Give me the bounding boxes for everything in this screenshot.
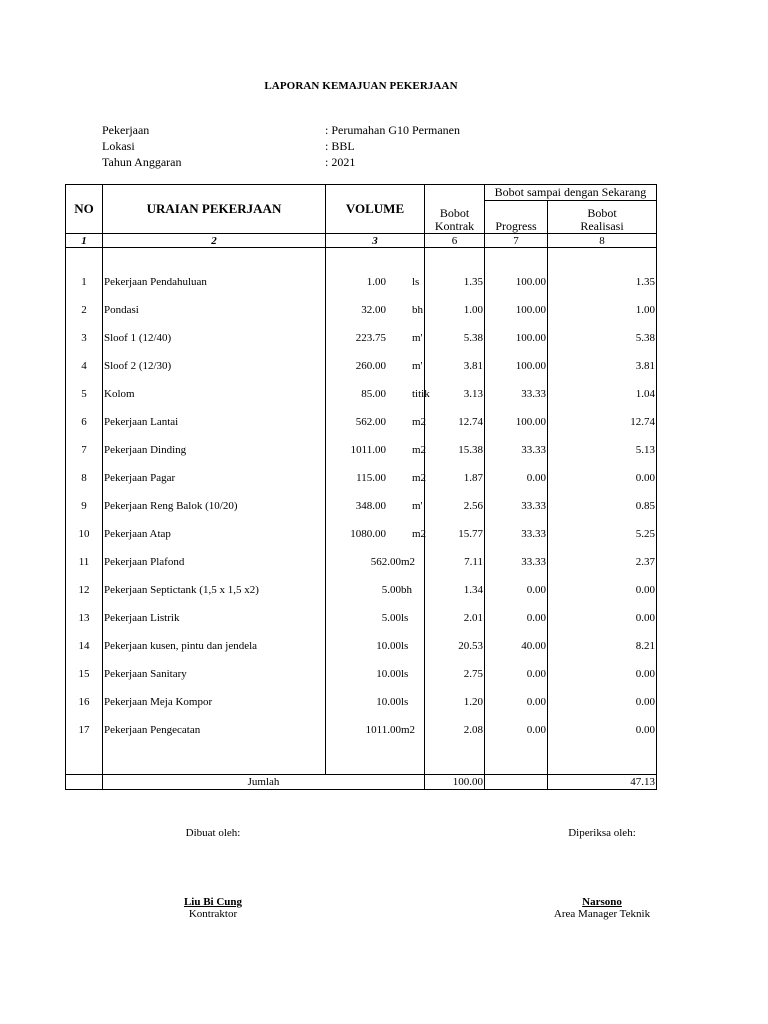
row-progress: 33.33	[485, 548, 548, 576]
header-row-1	[66, 185, 657, 201]
info-value: : Perumahan G10 Permanen	[325, 123, 460, 137]
row-uraian: Pekerjaan Pendahuluan	[103, 268, 326, 296]
row-no: 16	[66, 688, 103, 716]
table-body	[66, 268, 657, 744]
row-volume-unit: m2	[412, 528, 427, 540]
column-number-row	[66, 234, 657, 248]
row-volume-unit: m2	[412, 472, 427, 484]
row-progress: 33.33	[485, 380, 548, 408]
row-no: 1	[66, 268, 103, 296]
info-row-pekerjaan	[102, 123, 552, 139]
row-volume	[326, 380, 430, 408]
row-volume-value: 1011.00	[365, 724, 401, 736]
row-volume	[326, 408, 425, 436]
report-title: LAPORAN KEMAJUAN PEKERJAAN	[264, 80, 458, 92]
row-volume	[326, 660, 425, 688]
row-volume-value: 5.00	[381, 584, 401, 596]
row-bobot-realisasi: 0.00	[548, 604, 657, 632]
row-no: 2	[66, 296, 103, 324]
table-row	[66, 352, 657, 380]
row-no: 9	[66, 492, 103, 520]
col-number: 1	[66, 234, 103, 248]
row-uraian: Pekerjaan Sanitary	[103, 660, 326, 688]
header-volume: VOLUME	[326, 185, 425, 234]
row-no: 8	[66, 464, 103, 492]
row-bobot-kontrak: 2.01	[425, 604, 485, 632]
row-uraian: Pekerjaan Listrik	[103, 604, 326, 632]
row-volume	[326, 604, 425, 632]
row-volume-unit: ls	[401, 640, 409, 652]
row-bobot-kontrak: 7.11	[425, 548, 485, 576]
row-volume-value: 562.00	[355, 416, 386, 428]
project-info	[102, 123, 552, 171]
row-volume	[326, 492, 425, 520]
row-volume	[326, 464, 425, 492]
col-number: 3	[326, 234, 425, 248]
row-volume-value: 223.75	[355, 332, 386, 344]
row-bobot-realisasi: 0.00	[548, 660, 657, 688]
row-uraian: Pekerjaan Meja Kompor	[103, 688, 326, 716]
header-progress: Progress	[485, 201, 548, 234]
row-no: 4	[66, 352, 103, 380]
row-volume	[326, 352, 425, 380]
row-bobot-kontrak: 1.00	[425, 296, 485, 324]
row-progress: 0.00	[485, 660, 548, 688]
header-bobot-kontrak-line1: Bobot	[439, 206, 470, 220]
info-value: : BBL	[325, 139, 355, 153]
row-progress: 100.00	[485, 352, 548, 380]
row-uraian: Kolom	[103, 380, 326, 408]
row-volume-unit: m'	[412, 360, 423, 372]
table-row	[66, 688, 657, 716]
row-uraian: Pekerjaan Atap	[103, 520, 326, 548]
info-row-tahun	[102, 155, 552, 171]
header-bobot-kontrak	[425, 185, 485, 234]
row-progress: 33.33	[485, 436, 548, 464]
row-no: 7	[66, 436, 103, 464]
table-row	[66, 268, 657, 296]
row-volume-value: 10.00	[376, 696, 401, 708]
row-uraian: Pekerjaan Septictank (1,5 x 1,5 x2)	[103, 576, 326, 604]
row-progress: 100.00	[485, 268, 548, 296]
row-no: 3	[66, 324, 103, 352]
signature-role: Area Manager Teknik	[553, 908, 651, 920]
table-row	[66, 324, 657, 352]
row-uraian: Pekerjaan Reng Balok (10/20)	[103, 492, 326, 520]
header-uraian: URAIAN PEKERJAAN	[103, 185, 326, 234]
info-label: Tahun Anggaran	[102, 155, 182, 169]
table-row	[66, 464, 657, 492]
table-row	[66, 296, 657, 324]
row-volume-unit: bh	[401, 584, 412, 596]
row-progress: 40.00	[485, 632, 548, 660]
row-bobot-realisasi: 0.85	[548, 492, 657, 520]
row-bobot-kontrak: 20.53	[425, 632, 485, 660]
table-row	[66, 660, 657, 688]
row-volume-value: 260.00	[355, 360, 386, 372]
row-bobot-realisasi: 0.00	[548, 688, 657, 716]
row-bobot-realisasi: 0.00	[548, 464, 657, 492]
total-label: Jumlah	[103, 775, 425, 790]
header-no: NO	[66, 185, 103, 234]
row-no: 11	[66, 548, 103, 576]
row-uraian: Pondasi	[103, 296, 326, 324]
row-volume	[326, 716, 425, 744]
header-bobot-kontrak-line2: Kontrak	[434, 219, 475, 233]
row-volume	[326, 268, 425, 296]
row-bobot-kontrak: 1.34	[425, 576, 485, 604]
row-volume-value: 32.00	[361, 304, 386, 316]
row-no: 17	[66, 716, 103, 744]
row-volume-unit: m2	[412, 444, 427, 456]
info-value: : 2021	[325, 155, 356, 169]
row-progress: 0.00	[485, 716, 548, 744]
table-row	[66, 632, 657, 660]
row-uraian: Pekerjaan Dinding	[103, 436, 326, 464]
row-volume-value: 10.00	[376, 640, 401, 652]
row-volume-value: 5.00	[381, 612, 401, 624]
row-bobot-kontrak: 5.38	[425, 324, 485, 352]
row-volume	[326, 520, 425, 548]
header-bobot-realisasi-line1: Bobot	[587, 206, 617, 220]
row-bobot-realisasi: 5.38	[548, 324, 657, 352]
row-volume-unit: ls	[401, 612, 409, 624]
row-bobot-kontrak: 15.38	[425, 436, 485, 464]
row-no: 14	[66, 632, 103, 660]
row-volume-value: 562.00	[370, 556, 401, 568]
col-number: 8	[548, 234, 657, 248]
row-progress: 100.00	[485, 324, 548, 352]
row-volume-unit: ls	[412, 276, 420, 288]
row-uraian: Sloof 1 (12/40)	[103, 324, 326, 352]
total-row	[66, 775, 657, 790]
row-bobot-realisasi: 12.74	[548, 408, 657, 436]
row-bobot-kontrak: 1.20	[425, 688, 485, 716]
row-volume-unit: ls	[401, 668, 409, 680]
row-volume-value: 1080.00	[350, 528, 386, 540]
row-volume	[326, 548, 425, 576]
row-bobot-kontrak: 12.74	[425, 408, 485, 436]
row-bobot-realisasi: 1.04	[548, 380, 657, 408]
row-no: 6	[66, 408, 103, 436]
row-bobot-kontrak: 3.13	[425, 380, 485, 408]
signature-caption: Dibuat oleh:	[185, 827, 241, 839]
table-row	[66, 548, 657, 576]
row-uraian: Pekerjaan Plafond	[103, 548, 326, 576]
row-bobot-realisasi: 1.00	[548, 296, 657, 324]
progress-table	[65, 184, 657, 790]
row-bobot-kontrak: 15.77	[425, 520, 485, 548]
row-progress: 100.00	[485, 296, 548, 324]
header-bobot-realisasi-line2: Realisasi	[580, 219, 624, 233]
row-bobot-realisasi: 2.37	[548, 548, 657, 576]
col-number: 6	[425, 234, 485, 248]
row-no: 5	[66, 380, 103, 408]
row-volume-unit: m2	[412, 416, 427, 428]
row-uraian: Pekerjaan Lantai	[103, 408, 326, 436]
row-volume-unit: m2	[401, 724, 416, 736]
row-volume-unit: m2	[401, 556, 416, 568]
row-volume-value: 85.00	[361, 388, 386, 400]
row-volume	[326, 296, 425, 324]
row-volume	[326, 324, 425, 352]
spacer-row	[66, 744, 657, 775]
signature-role: Kontraktor	[188, 908, 238, 920]
info-label: Pekerjaan	[102, 123, 150, 137]
row-bobot-kontrak: 3.81	[425, 352, 485, 380]
row-volume-value: 10.00	[376, 668, 401, 680]
table-row	[66, 520, 657, 548]
row-progress: 0.00	[485, 464, 548, 492]
table-row	[66, 492, 657, 520]
row-no: 10	[66, 520, 103, 548]
row-bobot-kontrak: 2.56	[425, 492, 485, 520]
row-progress: 33.33	[485, 520, 548, 548]
row-bobot-realisasi: 5.25	[548, 520, 657, 548]
spacer-row	[66, 248, 657, 269]
signature-name: Narsono	[582, 896, 622, 908]
row-uraian: Pekerjaan Pengecatan	[103, 716, 326, 744]
row-volume	[326, 632, 425, 660]
row-bobot-kontrak: 2.75	[425, 660, 485, 688]
table-row	[66, 576, 657, 604]
row-volume-value: 1.00	[366, 276, 386, 288]
header-bobot-sampai: Bobot sampai dengan Sekarang	[485, 185, 657, 201]
col-number: 7	[485, 234, 548, 248]
row-bobot-realisasi: 0.00	[548, 576, 657, 604]
row-volume-unit: m'	[412, 500, 423, 512]
signature-left	[163, 827, 263, 920]
row-bobot-realisasi: 3.81	[548, 352, 657, 380]
row-progress: 0.00	[485, 576, 548, 604]
row-uraian: Pekerjaan Pagar	[103, 464, 326, 492]
row-bobot-realisasi: 0.00	[548, 716, 657, 744]
row-progress: 33.33	[485, 492, 548, 520]
signature-right	[540, 827, 664, 920]
info-label: Lokasi	[102, 139, 135, 153]
row-volume-unit: m'	[412, 332, 423, 344]
row-volume-unit: titik	[412, 388, 430, 400]
signature-caption: Diperiksa oleh:	[568, 827, 636, 839]
total-realisasi: 47.13	[548, 775, 657, 790]
row-bobot-realisasi: 5.13	[548, 436, 657, 464]
row-no: 13	[66, 604, 103, 632]
row-bobot-realisasi: 8.21	[548, 632, 657, 660]
col-number: 2	[103, 234, 326, 248]
row-volume	[326, 688, 425, 716]
table-row	[66, 408, 657, 436]
row-progress: 0.00	[485, 604, 548, 632]
row-volume	[326, 576, 425, 604]
row-uraian: Sloof 2 (12/30)	[103, 352, 326, 380]
row-volume-unit: bh	[412, 304, 423, 316]
row-uraian: Pekerjaan kusen, pintu dan jendela	[103, 632, 326, 660]
table-row	[66, 716, 657, 744]
row-bobot-kontrak: 2.08	[425, 716, 485, 744]
row-volume-value: 115.00	[356, 472, 386, 484]
header-bobot-realisasi	[548, 201, 657, 234]
row-bobot-realisasi: 1.35	[548, 268, 657, 296]
table-row	[66, 436, 657, 464]
row-bobot-kontrak: 1.87	[425, 464, 485, 492]
row-progress: 100.00	[485, 408, 548, 436]
row-volume	[326, 436, 425, 464]
table-row	[66, 604, 657, 632]
row-progress: 0.00	[485, 688, 548, 716]
row-volume-unit: ls	[401, 696, 409, 708]
row-volume-value: 1011.00	[350, 444, 386, 456]
row-no: 12	[66, 576, 103, 604]
signature-name: Liu Bi Cung	[183, 896, 243, 908]
table-row	[66, 380, 657, 408]
row-bobot-kontrak: 1.35	[425, 268, 485, 296]
info-row-lokasi	[102, 139, 552, 155]
row-volume-value: 348.00	[355, 500, 386, 512]
total-bobot: 100.00	[425, 775, 485, 790]
row-no: 15	[66, 660, 103, 688]
